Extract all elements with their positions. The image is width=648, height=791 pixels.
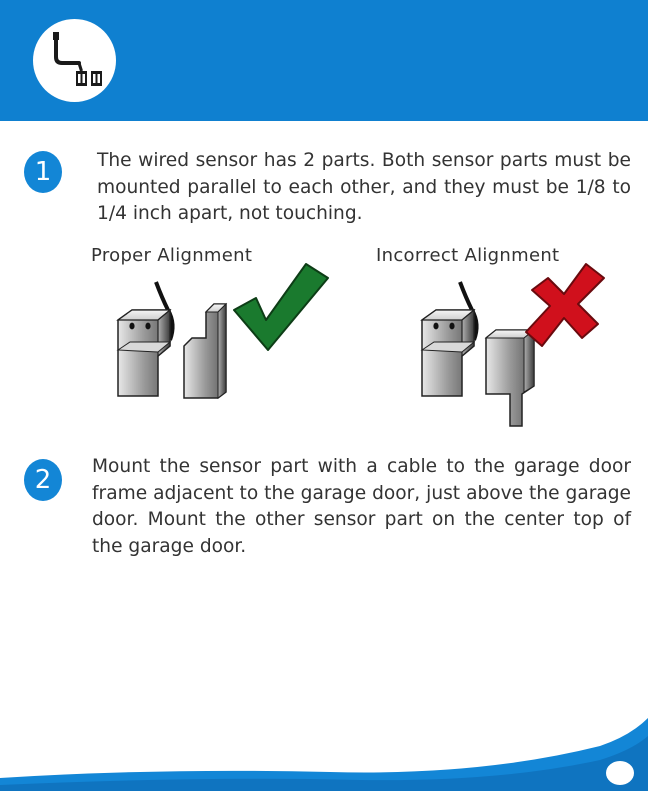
- page-number-badge: [606, 761, 634, 785]
- step-2-badge: 2: [24, 459, 62, 501]
- step-1-badge: 1: [24, 151, 62, 193]
- step-2-text: Mount the sensor part with a cable to the garage door frame adjacent to the garage door, just above the garage door. Mount the other sensor part on the center top of the garage door.: [92, 456, 631, 557]
- step-1-text: The wired sensor has 2 parts. Both sensor parts must be mounted parallel to each other, and they must be 1/8 to 1/4 inch apart, not touching.: [97, 150, 631, 224]
- proper-alignment-label: Proper Alignment: [91, 245, 253, 266]
- incorrect-alignment-label: Incorrect Alignment: [376, 245, 560, 266]
